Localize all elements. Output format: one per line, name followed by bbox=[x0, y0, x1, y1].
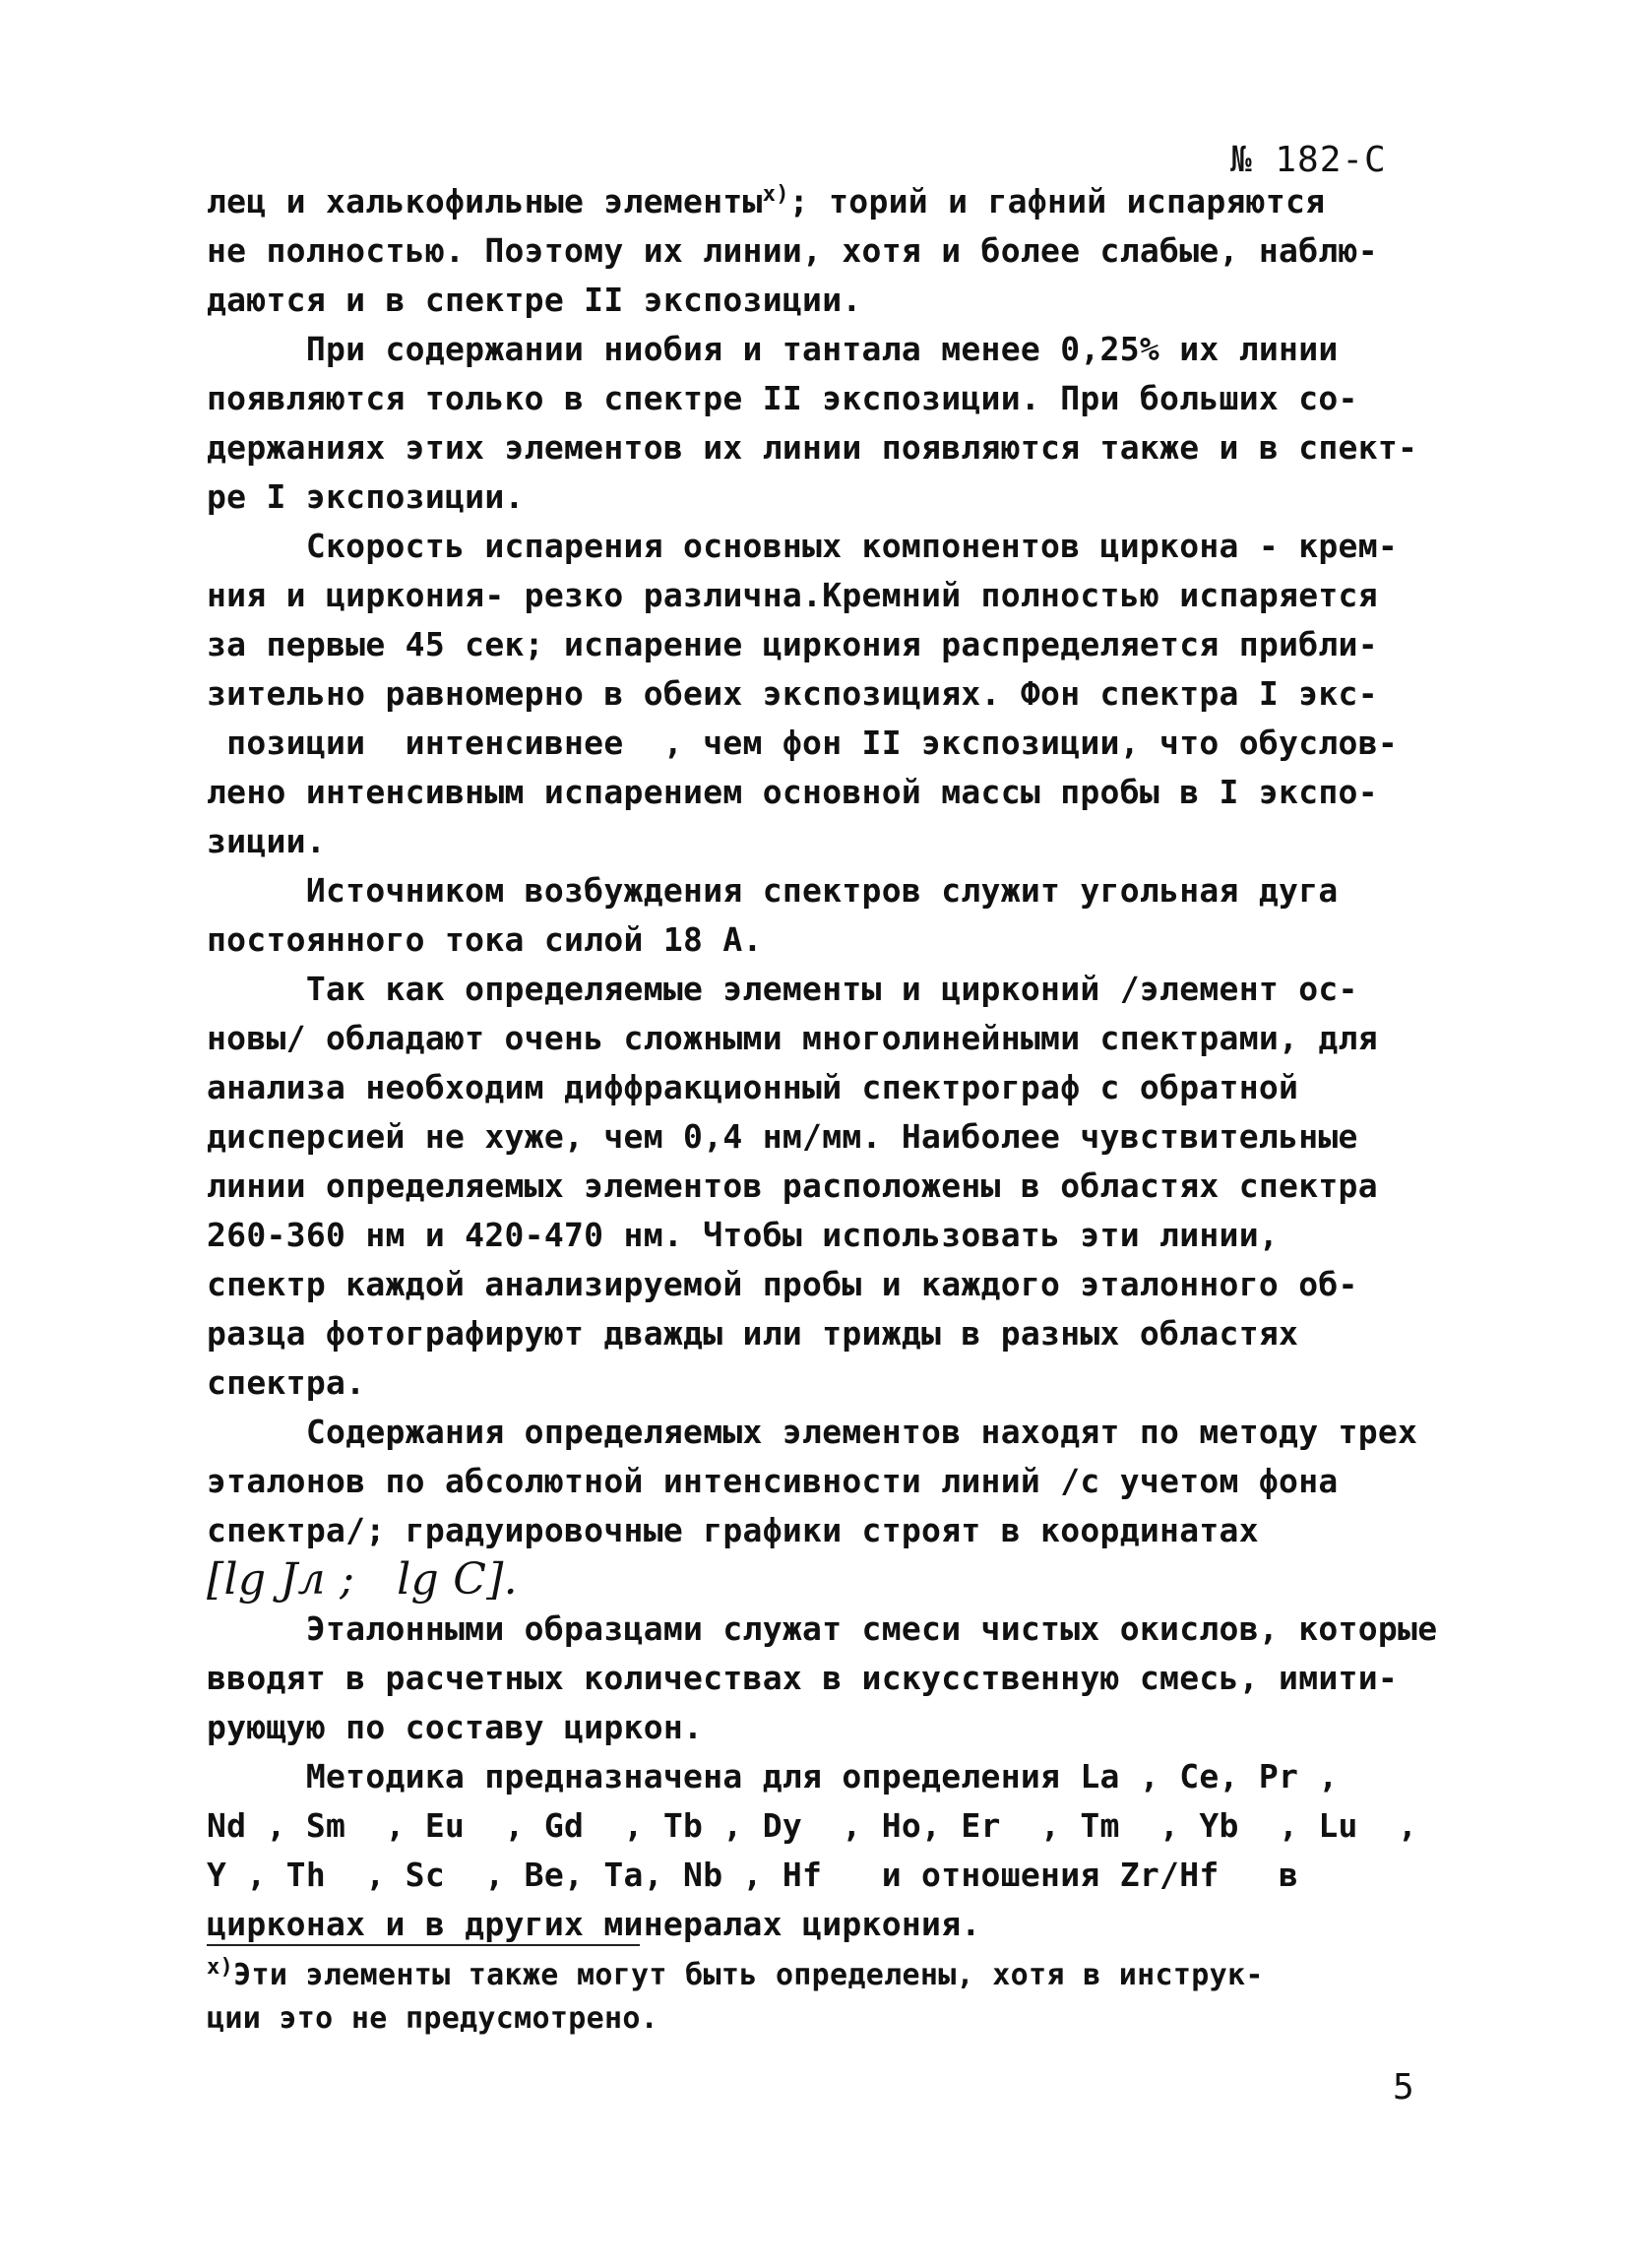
text-line: новы/ обладают очень сложными многолинейными спектрами, для bbox=[207, 1019, 1378, 1057]
text-line: держаниях этих элементов их линии появляются также и в спект- bbox=[207, 428, 1418, 467]
text-line: ре I экспозиции. bbox=[207, 477, 525, 516]
text-line: рующую по составу циркон. bbox=[207, 1708, 704, 1746]
text-line: постоянного тока силой 18 А. bbox=[207, 920, 763, 959]
text-line: 260-360 нм и 420-470 нм. Чтобы использовать эти линии, bbox=[207, 1216, 1280, 1254]
text-line: зиции. bbox=[207, 822, 327, 860]
footnote-line: ции это не предусмотрено. bbox=[207, 2001, 659, 2036]
footnote-separator bbox=[207, 1944, 640, 1946]
paragraph-7 bbox=[207, 1605, 1447, 1752]
paragraph-4 bbox=[207, 866, 1447, 965]
text-line: лец и халькофильные элементы$^{x)}$; торий и гафний испаряются bbox=[207, 182, 1326, 220]
document-body bbox=[207, 177, 1447, 1949]
paragraph-6 bbox=[207, 1408, 1447, 1605]
text-line: Методика предназначена для определения La , Ce, Pr , bbox=[207, 1757, 1339, 1796]
paragraph-3 bbox=[207, 522, 1447, 866]
text-line: спектра. bbox=[207, 1363, 366, 1402]
paragraph-5 bbox=[207, 965, 1447, 1408]
text-line: Y , Th , Sc , Be, Ta, Nb , Hf и отношения Zr/Hf в bbox=[207, 1856, 1299, 1894]
paragraph-8 bbox=[207, 1752, 1447, 1949]
text-line: Так как определяемые элементы и цирконий /элемент ос- bbox=[207, 970, 1358, 1008]
footnote-line: $^{x)}$Эти элементы также могут быть определены, хотя в инструк- bbox=[207, 1955, 1264, 1992]
text-line: лено интенсивным испарением основной массы пробы в I экспо- bbox=[207, 773, 1378, 811]
text-line: Nd , Sm , Eu , Gd , Tb , Dy , Ho, Er , Tm , Yb , Lu , bbox=[207, 1806, 1418, 1845]
text-line: за первые 45 сек; испарение циркония распределяется прибли- bbox=[207, 625, 1378, 663]
text-line: даются и в спектре II экспозиции. bbox=[207, 281, 862, 319]
text-line: разца фотографируют дважды или трижды в разных областях bbox=[207, 1314, 1299, 1353]
footnote-marker: x) bbox=[207, 1955, 234, 1980]
text-line: появляются только в спектре II экспозиции. При больших со- bbox=[207, 379, 1358, 417]
text-line: При содержании ниобия и тантала менее 0,25% их линии bbox=[207, 330, 1339, 368]
document-number: № 182-С bbox=[1230, 140, 1387, 180]
text-line: Источником возбуждения спектров служит угольная дуга bbox=[207, 871, 1339, 910]
text-line: эталонов по абсолютной интенсивности линий /с учетом фона bbox=[207, 1462, 1339, 1500]
text-line: Скорость испарения основных компонентов циркона - крем- bbox=[207, 527, 1399, 565]
paragraph-2 bbox=[207, 325, 1447, 522]
text-line: линии определяемых элементов расположены в областях спектра bbox=[207, 1166, 1378, 1205]
text-line: ния и циркония- резко различна.Кремний полностью испаряется bbox=[207, 576, 1378, 614]
footnote-reference: x) bbox=[762, 182, 789, 207]
text-line: Эталонными образцами служат смеси чистых окислов, которые bbox=[207, 1609, 1438, 1648]
text-line: зительно равномерно в обеих экспозициях. Фон спектра I экс- bbox=[207, 674, 1378, 713]
text-line: анализа необходим диффракционный спектрограф с обратной bbox=[207, 1068, 1299, 1106]
handwritten-formula: [lg Jл ; lg C]. bbox=[207, 1554, 518, 1605]
text-line: цирконах и в других минералах циркония. bbox=[207, 1905, 981, 1943]
text-line: спектра/; градуировочные графики строят в координатах bbox=[207, 1511, 1259, 1549]
text-line: дисперсией не хуже, чем 0,4 нм/мм. Наиболее чувствительные bbox=[207, 1117, 1358, 1156]
paragraph-1 bbox=[207, 177, 1447, 325]
text-line: Содержания определяемых элементов находят по методу трех bbox=[207, 1413, 1418, 1451]
text-line: спектр каждой анализируемой пробы и каждого эталонного об- bbox=[207, 1265, 1358, 1303]
footnote bbox=[207, 1954, 1447, 2041]
page-number: 5 bbox=[1393, 2067, 1414, 2108]
text-line: не полностью. Поэтому их линии, хотя и более слабые, наблю- bbox=[207, 231, 1378, 270]
text-line: вводят в расчетных количествах в искусственную смесь, имити- bbox=[207, 1659, 1399, 1697]
text-line: позиции интенсивнее , чем фон II экспозиции, что обуслов- bbox=[207, 724, 1399, 762]
